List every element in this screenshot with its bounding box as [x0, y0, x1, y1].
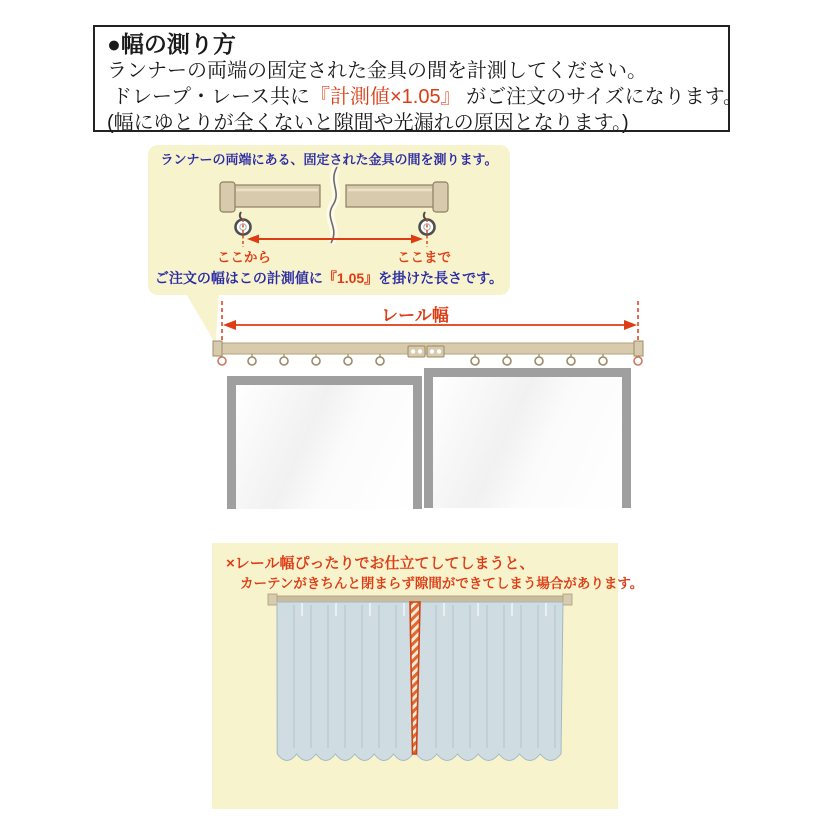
callout-note-post: を掛けた長さです。: [378, 270, 504, 286]
full-rail-diagram: [205, 295, 655, 367]
measure-to-label: ここまで: [397, 250, 451, 265]
formula-highlight: 『計測値×1.05』: [310, 86, 461, 108]
rail-end-cap-right: [433, 182, 448, 212]
instruction-line-1: ランナーの両端の固定された金具の間を計測してください。: [107, 60, 647, 82]
instruction-line-2: [107, 84, 743, 110]
rail-left-segment: [234, 185, 320, 207]
measure-from-label: ここから: [217, 250, 271, 265]
instruction-line-3: (幅にゆとりが全くないと隙間や光漏れの原因となります。): [107, 112, 629, 134]
rail-width-label: レール幅: [381, 306, 449, 325]
curtain-right: [416, 602, 563, 761]
instruction-line-2-post: がご注文のサイズになります。: [460, 86, 743, 108]
section-title: ●幅の測り方: [107, 31, 236, 57]
rail-closeup-diagram: [148, 165, 510, 247]
rail-end-block-left: [213, 341, 222, 356]
rail-end-cap-left: [220, 182, 235, 212]
callout-note-pre: ご注文の幅はこの計測値に: [154, 270, 323, 286]
gap-warning-panel: [212, 543, 644, 809]
window-pane-left: [227, 376, 422, 509]
measuring-instructions-box: [93, 25, 743, 134]
callout-note: [148, 268, 510, 288]
window-pane-right: [424, 368, 631, 508]
callout-heading: ランナーの両端にある、固定された金具の間を測ります。: [160, 152, 498, 167]
instruction-line-2-pre: ドレープ・レース共に: [112, 86, 310, 108]
multiplier-highlight: 『1.05』: [322, 270, 379, 286]
fixed-end-ring-right: [634, 357, 642, 365]
curtain-gap-illustration: [212, 588, 618, 798]
fixed-end-ring-left: [218, 357, 226, 365]
measure-callout-panel: [148, 145, 510, 295]
rail-end-block-right: [634, 341, 643, 356]
warning-line-1: ×レール幅ぴったりでお仕立てしてしまうと、: [226, 555, 535, 572]
warning-line-2: カーテンがきちんと閉まらず隙間ができてしまう場合があります。: [240, 576, 644, 591]
rail-right-segment: [346, 185, 434, 207]
